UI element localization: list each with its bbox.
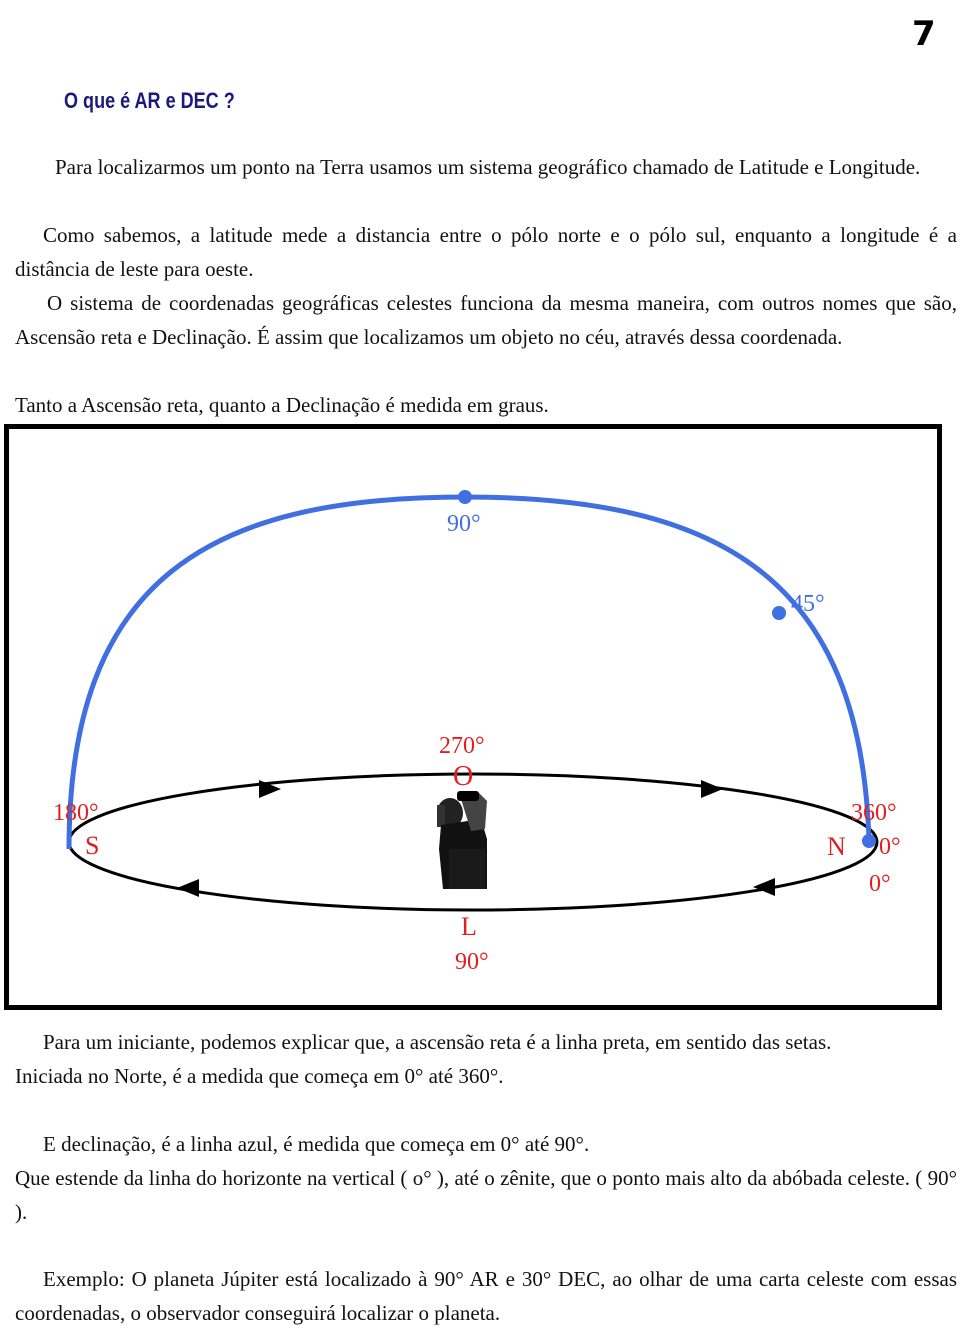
arrow-bottom-left: [177, 879, 199, 897]
explanation-paragraph-2: Iniciada no Norte, é a medida que começa em 0° até 360°.: [15, 1064, 504, 1088]
label-0-ar: 0°: [869, 871, 891, 897]
explanation-paragraph-1: Para um iniciante, podemos explicar que, a ascensão reta é a linha preta, em sentido das setas.: [43, 1030, 832, 1054]
label-90-zenith: 90°: [447, 511, 481, 537]
label-45: 45°: [791, 591, 825, 617]
celestial-diagram-frame: [4, 424, 942, 1010]
explanation-paragraph-3: E declinação, é a linha azul, é medida que começa em 0° até 90°.: [43, 1132, 590, 1156]
label-west-O: O: [453, 761, 474, 792]
label-north-N: N: [827, 832, 846, 861]
label-180: 180°: [53, 800, 99, 826]
page-title: O que é AR e DEC ?: [64, 88, 235, 113]
arrow-top-right: [701, 780, 723, 798]
label-360: 360°: [851, 800, 897, 826]
label-270: 270°: [439, 733, 485, 759]
intro-paragraph-1: Para localizarmos um ponto na Terra usamos um sistema geográfico chamado de Latitude e Longitude.: [55, 155, 921, 179]
arrow-bottom-right: [753, 878, 775, 896]
point-45: [772, 606, 786, 620]
page-number: 7: [912, 14, 935, 54]
label-0-dec: 0°: [879, 834, 901, 860]
example-paragraph: Exemplo: O planeta Júpiter está localizado à 90° AR e 30° DEC, ao olhar de uma carta celeste com essas coordenadas, o observador conseguirá localizar o planeta.: [15, 1267, 957, 1325]
point-north: [862, 834, 876, 848]
intro-paragraph-3: O sistema de coordenadas geográficas celestes funciona da mesma maneira, com outros nomes que são, Ascensão reta e Declinação. É assim que localizamos um objeto no céu, através dessa coordenada.: [15, 291, 957, 349]
label-east-L: L: [461, 912, 477, 941]
celestial-diagram: [9, 429, 937, 1005]
label-90-east: 90°: [455, 949, 489, 975]
intro-paragraph-4: Tanto a Ascensão reta, quanto a Declinação é medida em graus.: [15, 393, 549, 417]
explanation-paragraph-4: Que estende da linha do horizonte na vertical ( o° ), até o zênite, que o ponto mais alto da abóbada celeste. ( 90° ).: [15, 1166, 957, 1224]
intro-paragraph-2: Como sabemos, a latitude mede a distancia entre o pólo norte e o pólo sul, enquanto a longitude é a distância de leste para oeste.: [15, 223, 957, 281]
observer-with-binoculars-icon: [437, 791, 487, 889]
label-south-S: S: [85, 831, 100, 860]
zenith-point: [458, 490, 472, 504]
